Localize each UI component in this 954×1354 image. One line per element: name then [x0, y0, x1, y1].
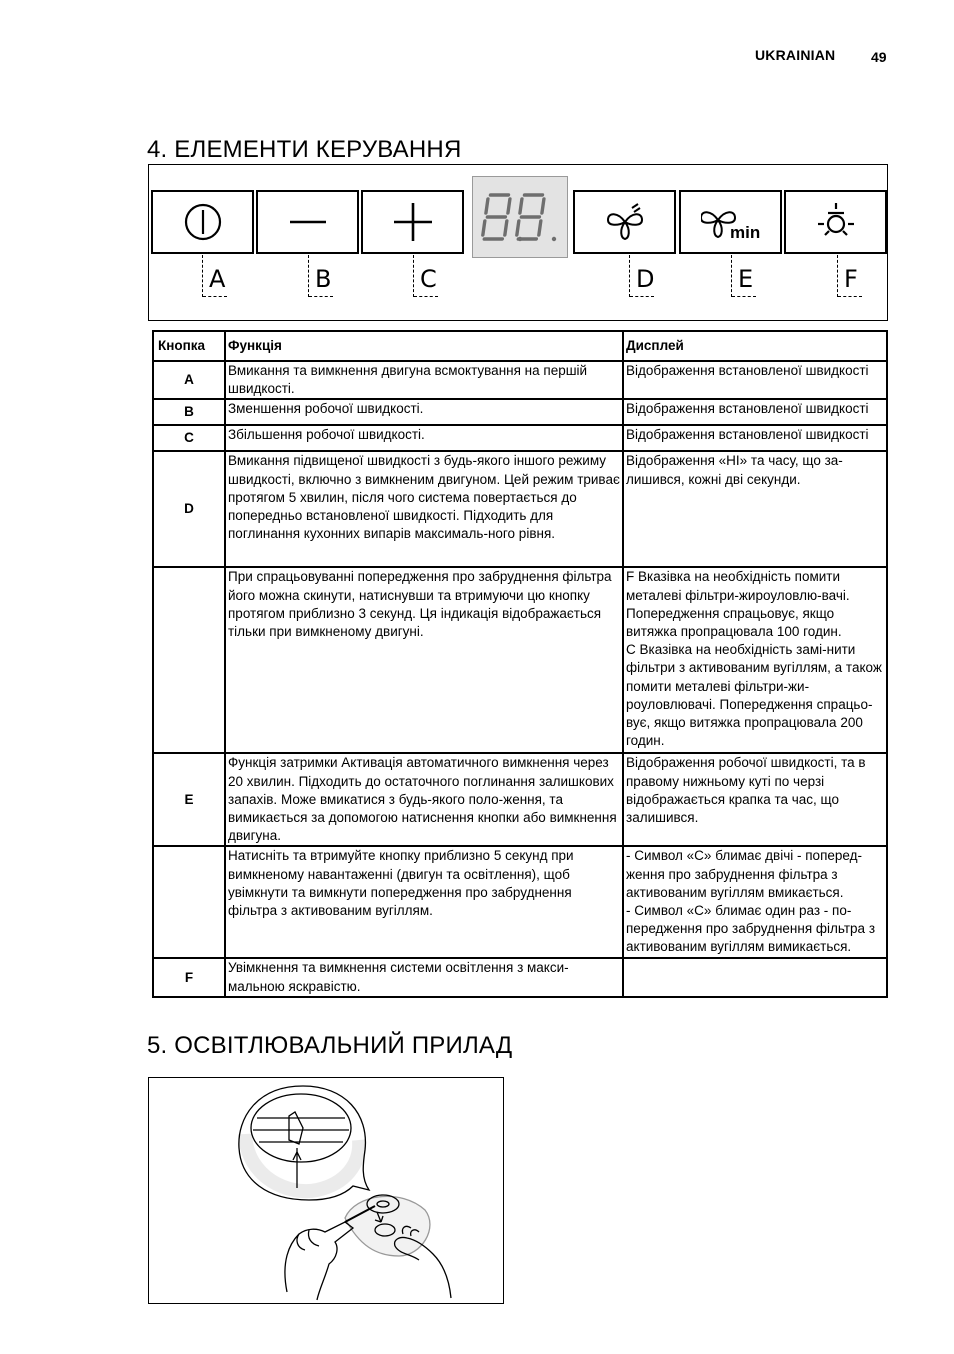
svg-text:min: min: [729, 223, 760, 242]
row-function: Функція затримки Активація автоматичного вимкнення через 20 хвилин. Підходить до остаточного поглинання залишкових запахів. Може вмикатися з будь-якого поло-ження, та вимикається за допомогою натиснення кнопки або вимкнення двигуна.: [228, 755, 617, 844]
seven-segment-digits: [473, 177, 567, 257]
section-title-controls: 4. ЕЛЕМЕНТИ КЕРУВАННЯ: [147, 136, 462, 163]
row-key: D: [153, 451, 225, 567]
table-row: [153, 451, 887, 567]
control-panel-diagram: [148, 164, 888, 321]
header-key: Кнопка: [153, 331, 225, 361]
row-key: F: [153, 958, 225, 996]
row-key: B: [153, 399, 225, 425]
row-function: Вмикання підвищеної швидкості з будь-якого іншого режиму швидкості, включно з вимкненим двигуном. Цей режим триває протягом 5 хвилин, після чого система повертається до попередньо встановленої швидкості. Підходить для поглинання кухонних випарів максималь-ного рівня.: [228, 453, 620, 542]
fan-boost-icon: [604, 202, 646, 242]
row-function: Зменшення робочої швидкості.: [228, 401, 424, 417]
row-key: A: [153, 361, 225, 399]
minus-button: [256, 190, 359, 254]
min-button: [679, 190, 782, 254]
label-a: A: [202, 255, 203, 297]
row-display: F Вказівка на необхідність помити металеві фільтри-жироуловлю-вачі. Попередження спрацьовує, якщо витяжка пропрацювала 100 годин. C Вказівка на необхідність замі-нити фільтри з активованим вугіллям, а також помити металеві фільтри-жи-роуловлювачі. Попередження спрацьо-вує, якщо витяжка пропрацювала 200 годин.: [626, 569, 882, 749]
label-d: D: [629, 255, 630, 297]
light-icon: [814, 200, 858, 244]
table-row: [153, 567, 887, 753]
row-key: E: [153, 753, 225, 846]
row-function: Вмикання та вимкнення двигуна всмоктування на першій швидкості.: [228, 363, 588, 397]
row-display: Відображення робочої швидкості, та в правому нижньому куті по черзі відображається крапка та час, що залишився.: [626, 755, 866, 826]
row-key: [153, 846, 225, 958]
lamp-replacement-drawing: [149, 1078, 503, 1303]
power-button: [151, 190, 254, 254]
plus-button: [361, 190, 464, 254]
table-row: [153, 361, 887, 399]
row-function: Збільшення робочої швидкості.: [228, 427, 425, 443]
table-row: [153, 958, 887, 996]
label-c: C: [413, 255, 414, 297]
header-display: Дисплей: [623, 331, 887, 361]
header-function: Функція: [225, 331, 623, 361]
row-function: Увімкнення та вимкнення системи освітлення з макси-мальною яскравістю.: [228, 960, 569, 994]
table-row: [153, 753, 887, 846]
fan-min-icon: [701, 202, 761, 242]
table-row: [153, 399, 887, 425]
row-key: C: [153, 425, 225, 451]
minus-icon: [290, 217, 326, 227]
header-language: UKRAINIAN: [755, 47, 836, 63]
row-display: Відображення встановленої швидкості: [626, 401, 869, 417]
section-title-lighting: 5. ОСВІТЛЮВАЛЬНИЙ ПРИЛАД: [147, 1032, 513, 1059]
label-b: B: [308, 255, 309, 297]
row-function: При спрацьовуванні попередження про забруднення фільтра його можна скинути, натиснувши та втримуючи цю кнопку протягом приблизно 3 секунд. Ця індикація відображається тільки при вимкненому двигуні.: [228, 569, 612, 640]
row-display: - Символ «C» блимає двічі - поперед-ження про забруднення фільтра з активованим вугіллям вмикається. - Символ «C» блимає один раз - по-передження про забруднення фільтра з активованим вугіллям вимикається.: [626, 848, 876, 955]
table-row: [153, 425, 887, 451]
table-row: [153, 846, 887, 958]
row-display: Відображення встановленої швидкості: [626, 427, 869, 443]
label-f: F: [837, 255, 838, 297]
page-number: 49: [871, 49, 887, 65]
plus-icon: [394, 203, 432, 241]
lamp-replacement-illustration: [148, 1077, 504, 1304]
label-e: E: [731, 255, 732, 297]
light-button: [784, 190, 887, 254]
digital-display: [472, 176, 568, 258]
row-key: [153, 567, 225, 753]
boost-button: [573, 190, 676, 254]
table-header-row: [153, 331, 887, 361]
row-function: Натисніть та втримуйте кнопку приблизно 5 секунд при вимкненому навантаженні (двигун та освітлення), щоб увімкнути та вимкнути попередження про забруднення фільтра з активованим вугіллям.: [228, 848, 574, 919]
power-icon: [183, 202, 223, 242]
row-display: Відображення «HI» та часу, що за-лишився, кожні дві секунди.: [626, 453, 843, 487]
row-display: Відображення встановленої швидкості: [626, 363, 869, 378]
controls-table: [152, 330, 888, 998]
